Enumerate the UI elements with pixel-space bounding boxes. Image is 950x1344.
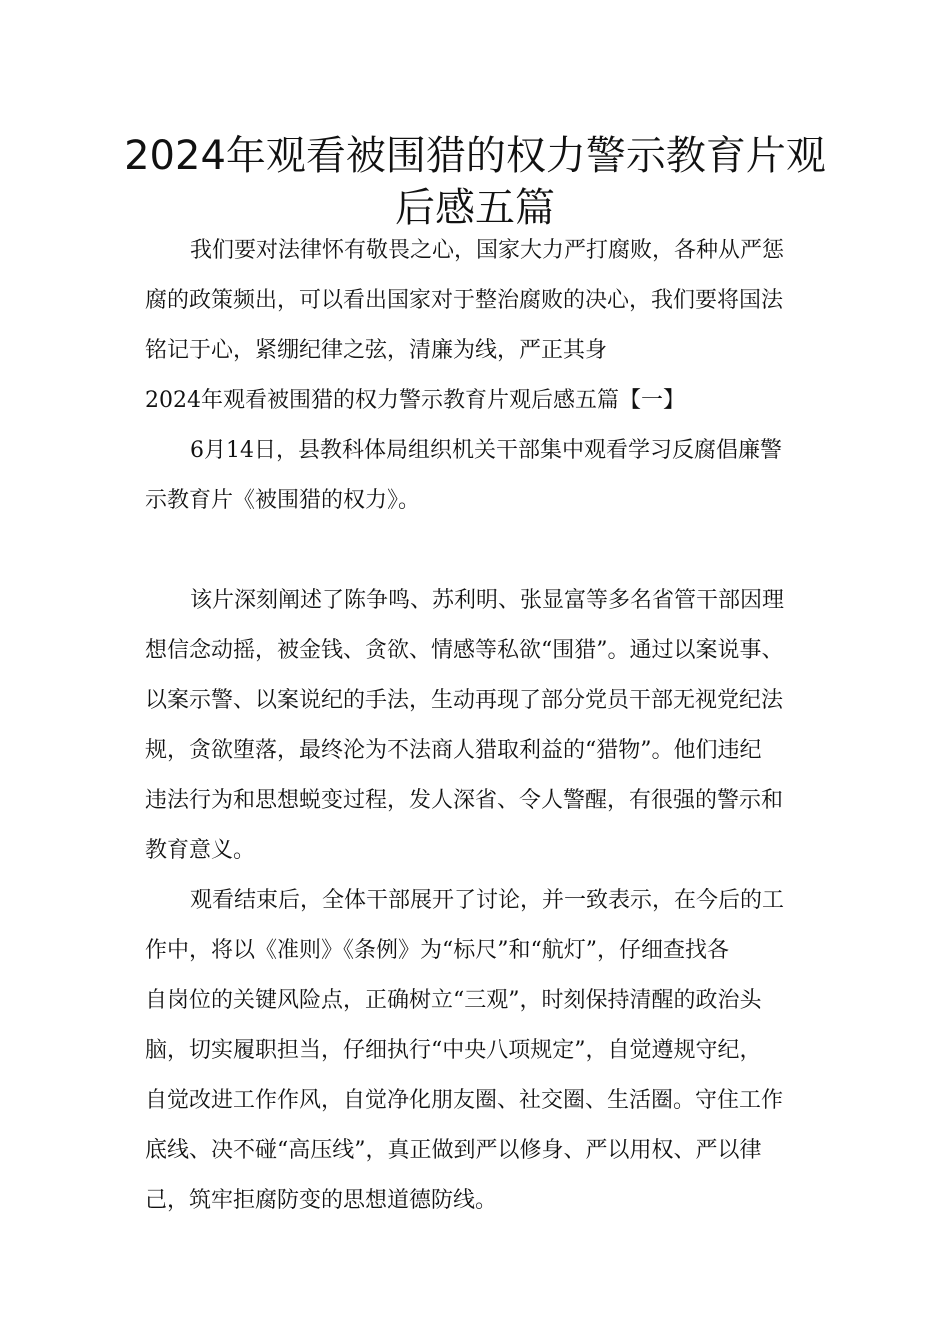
paragraph-line: 自觉改进工作作风，自觉净化朋友圈、社交圈、生活圈。守住工作 (145, 1088, 784, 1113)
paragraph-line: 教育意义。 (145, 838, 256, 863)
paragraph-line: 违法行为和思想蜕变过程，发人深省、令人警醒，有很强的警示和 (145, 788, 784, 813)
paragraph-line: 脑，切实履职担当，仔细执行“中央八项规定”，自觉遵规守纪， (145, 1038, 762, 1063)
paragraph-line: 自岗位的关键风险点，正确树立“三观”，时刻保持清醒的政治头 (145, 988, 762, 1013)
paragraph-line: 作中，将以《准则》《条例》为“标尺”和“航灯”，仔细查找各 (145, 938, 729, 963)
document-title-line-2: 后感五篇 (395, 185, 555, 231)
paragraph-line: 底线、决不碰“高压线”，真正做到严以修身、严以用权、严以律 (145, 1138, 762, 1163)
paragraph-line: 观看结束后，全体干部展开了讨论，并一致表示，在今后的工 (190, 888, 785, 913)
intro-paragraph-line: 腐的政策频出，可以看出国家对于整治腐败的决心，我们要将国法 (145, 288, 784, 313)
paragraph-line: 以案示警、以案说纪的手法，生动再现了部分党员干部无视党纪法 (145, 688, 784, 713)
section-heading: 2024年观看被围猎的权力警示教育片观后感五篇【一】 (145, 388, 685, 413)
paragraph-line: 示教育片《被围猎的权力》。 (145, 488, 421, 513)
paragraph-line: 该片深刻阐述了陈争鸣、苏利明、张显富等多名省管干部因理 (190, 588, 785, 613)
paragraph-line: 规，贪欲堕落，最终沦为不法商人猎取利益的“猎物”。他们违纪 (145, 738, 762, 763)
intro-paragraph-line: 铭记于心，紧绷纪律之弦，清廉为线，严正其身 (145, 338, 608, 363)
document-title-line-1: 2024年观看被围猎的权力警示教育片观 (124, 133, 826, 179)
paragraph-line: 己，筑牢拒腐防变的思想道德防线。 (145, 1188, 498, 1213)
paragraph-line: 6月14日，县教科体局组织机关干部集中观看学习反腐倡廉警 (190, 438, 782, 463)
intro-paragraph-line: 我们要对法律怀有敬畏之心，国家大力严打腐败，各种从严惩 (190, 238, 785, 263)
paragraph-line: 想信念动摇，被金钱、贪欲、情感等私欲“围猎”。通过以案说事、 (145, 638, 784, 663)
